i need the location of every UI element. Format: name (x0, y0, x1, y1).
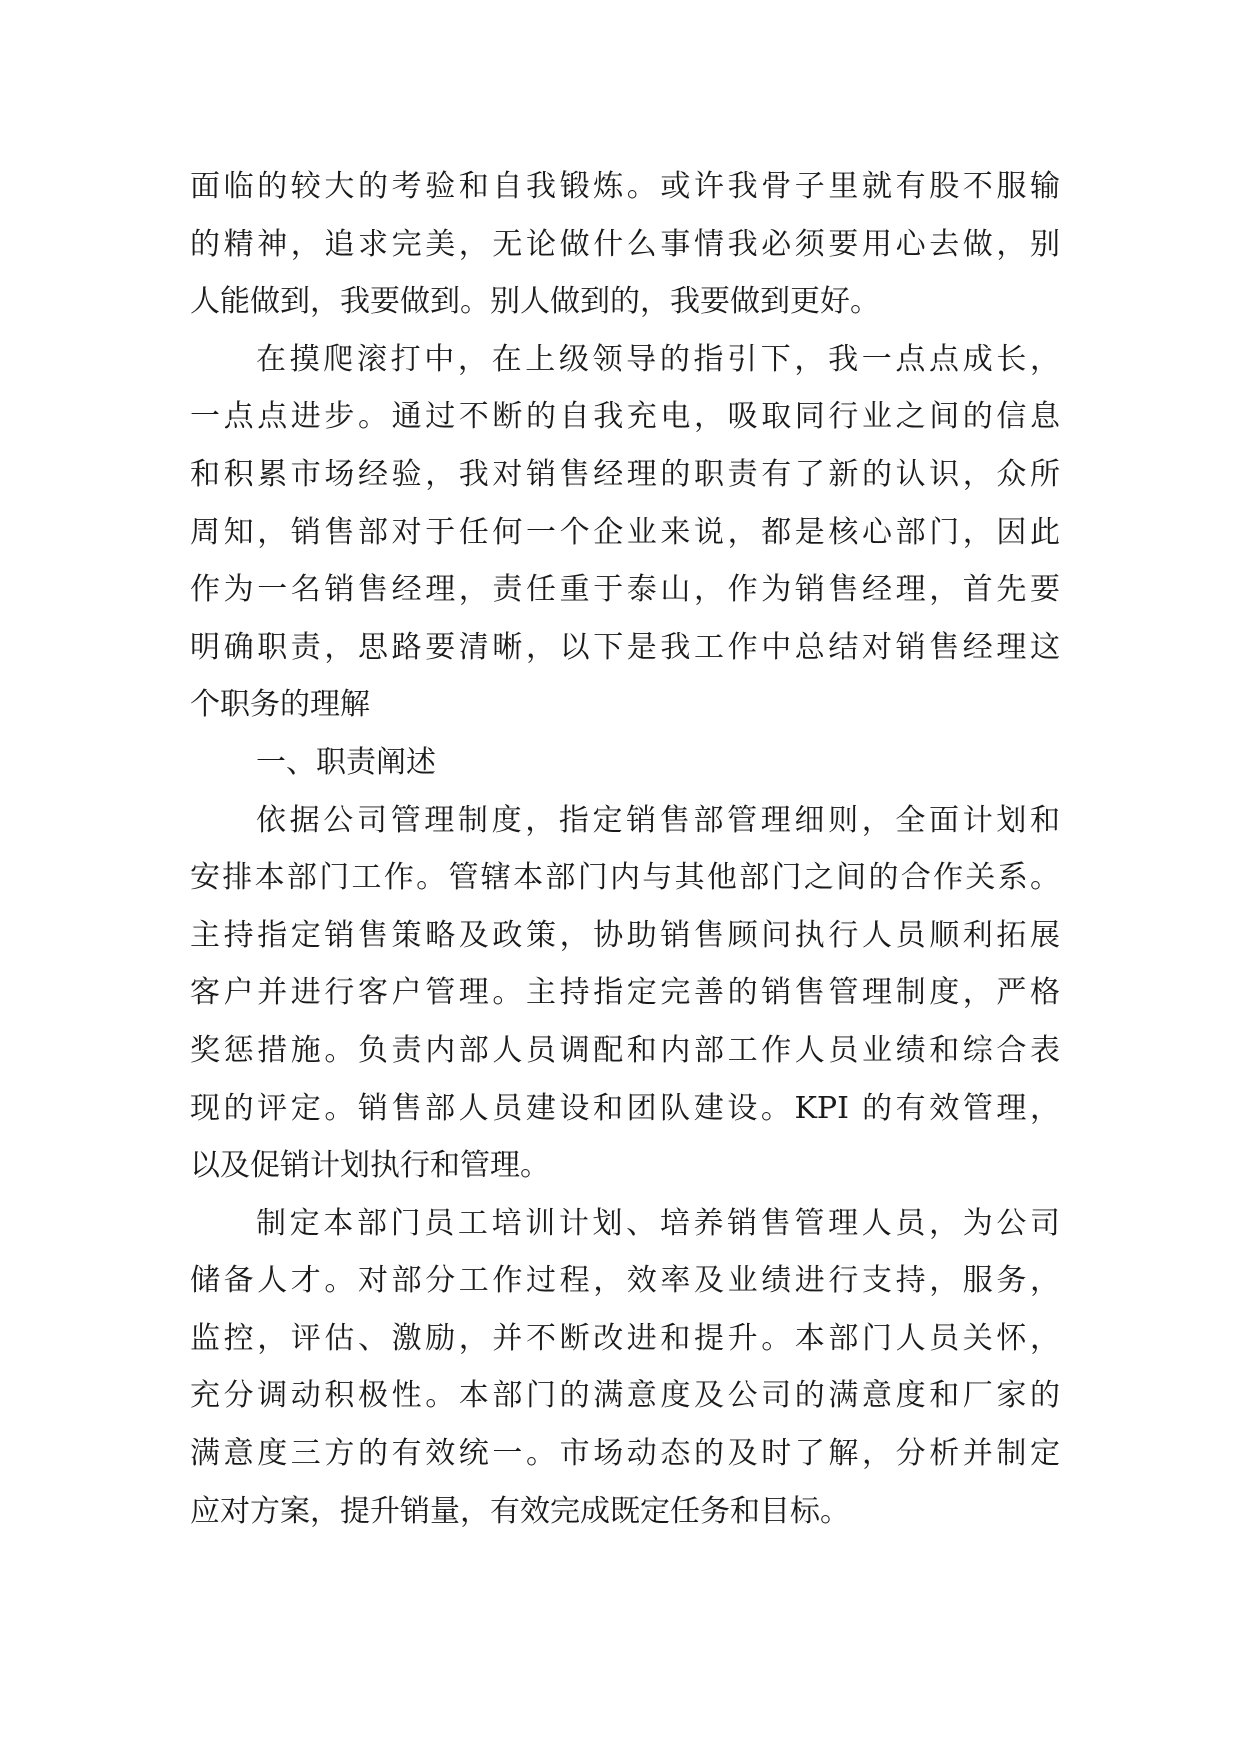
text-line: 制定本部门员工培训计划、培养销售管理人员，为公司 (256, 1205, 1060, 1241)
text-line: 安排本部门工作。管辖本部门内与其他部门之间的合作关系。 (190, 860, 1060, 896)
text-line: 明确职责，思路要清晰，以下是我工作中总结对销售经理这 (190, 629, 1060, 665)
document-body (190, 158, 1060, 1540)
text-line: 客户并进行客户管理。主持指定完善的销售管理制度，严格 (190, 975, 1060, 1011)
text-line: 充分调动积极性。本部门的满意度及公司的满意度和厂家的 (190, 1378, 1060, 1414)
text-line: 监控，评估、激励，并不断改进和提升。本部门人员关怀， (190, 1320, 1060, 1356)
text-line: 奖惩措施。负责内部人员调配和内部工作人员业绩和综合表 (190, 1032, 1060, 1068)
text-line: 应对方案，提升销量，有效完成既定任务和目标。 (190, 1493, 850, 1529)
text-line: 周知，销售部对于任何一个企业来说，都是核心部门，因此 (190, 514, 1060, 550)
text-line: 面临的较大的考验和自我锻炼。或许我骨子里就有股不服输 (190, 169, 1060, 204)
text-line: 和积累市场经验，我对销售经理的职责有了新的认识，众所 (190, 456, 1060, 492)
text-line: 人能做到，我要做到。别人做到的，我要做到更好。 (190, 284, 880, 320)
text-line: 个职务的理解 (190, 687, 370, 723)
text-line: 在摸爬滚打中，在上级领导的指引下，我一点点成长， (256, 341, 1060, 377)
text-line: 作为一名销售经理，责任重于泰山，作为销售经理，首先要 (190, 572, 1060, 608)
text-line: 依据公司管理制度，指定销售部管理细则，全面计划和 (256, 802, 1060, 838)
text-line: 主持指定销售策略及政策，协助销售顾问执行人员顺利拓展 (190, 917, 1060, 953)
text-line: 储备人才。对部分工作过程，效率及业绩进行支持，服务， (190, 1263, 1060, 1299)
text-line: 一、职责阐述 (256, 744, 436, 780)
text-line: 现的评定。销售部人员建设和团队建设。KPI 的有效管理， (190, 1090, 1060, 1126)
text-line: 以及促销计划执行和管理。 (190, 1148, 550, 1184)
text-line: 的精神，追求完美，无论做什么事情我必须要用心去做，别 (190, 226, 1060, 262)
text-line: 满意度三方的有效统一。市场动态的及时了解，分析并制定 (190, 1436, 1060, 1472)
text-line: 一点点进步。通过不断的自我充电，吸取同行业之间的信息 (190, 399, 1060, 435)
